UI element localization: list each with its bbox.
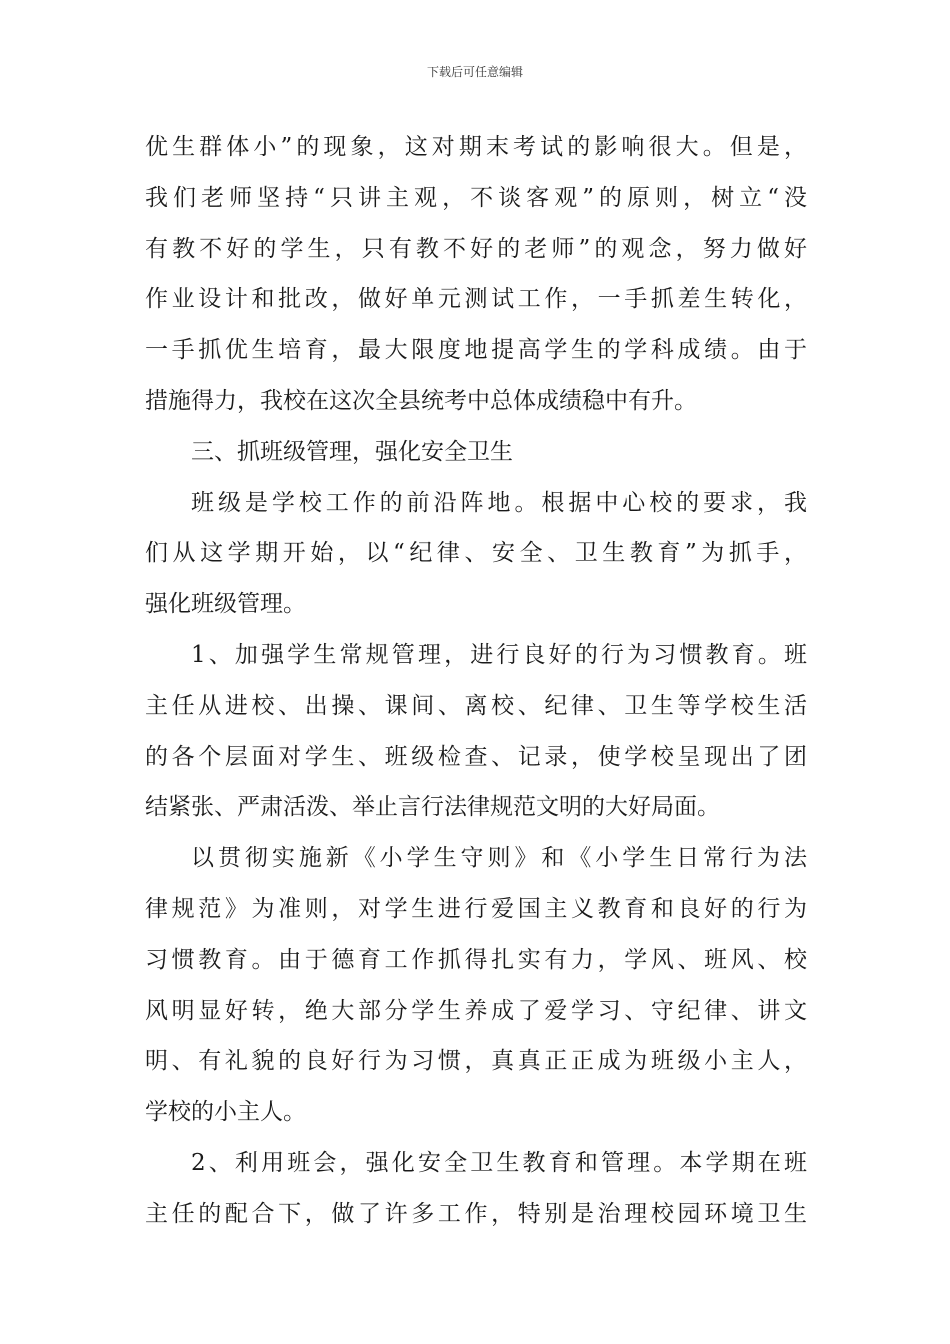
text-line: 的各个层面对学生、班级检查、记录，使学校呈现出了团 bbox=[145, 743, 807, 770]
text-line: 主任的配合下，做了许多工作，特别是治理校园环境卫生 bbox=[145, 1200, 807, 1227]
page-header-note: 下载后可任意编辑 bbox=[426, 65, 523, 79]
text-line: 主任从进校、出操、课间、离校、纪律、卫生等学校生活 bbox=[145, 692, 807, 719]
text-line: 强化班级管理。 bbox=[145, 591, 306, 618]
text-line: 习惯教育。由于德育工作抓得扎实有力，学风、班风、校 bbox=[145, 946, 807, 973]
text-line: 律规范》为准则，对学生进行爱国主义教育和良好的行为 bbox=[145, 895, 807, 922]
document-body bbox=[145, 122, 807, 1240]
text-line: 学校的小主人。 bbox=[145, 1099, 306, 1126]
text-line: 我们老师坚持“只讲主观，不谈客观”的原则，树立“没 bbox=[145, 184, 807, 211]
text-line: 优生群体小”的现象，这对期末考试的影响很大。但是， bbox=[145, 134, 807, 160]
text-line: 2、利用班会，强化安全卫生教育和管理。本学期在班 bbox=[191, 1149, 807, 1176]
text-line: 班级是学校工作的前沿阵地。根据中心校的要求，我 bbox=[191, 489, 807, 516]
text-line: 们从这学期开始，以“纪律、安全、卫生教育”为抓手， bbox=[145, 540, 807, 567]
text-line: 作业设计和批改，做好单元测试工作，一手抓差生转化， bbox=[145, 286, 807, 313]
section-heading: 三、抓班级管理，强化安全卫生 bbox=[191, 438, 513, 465]
text-line: 有教不好的学生，只有教不好的老师”的观念，努力做好 bbox=[145, 235, 807, 262]
text-line: 一手抓优生培育，最大限度地提高学生的学科成绩。由于 bbox=[145, 337, 807, 364]
text-line: 以贯彻实施新《小学生守则》和《小学生日常行为法 bbox=[191, 845, 807, 872]
text-line: 结紧张、严肃活泼、举止言行法律规范文明的大好局面。 bbox=[145, 794, 720, 821]
text-line: 1、加强学生常规管理，进行良好的行为习惯教育。班 bbox=[191, 641, 807, 668]
text-line: 措施得力，我校在这次全县统考中总体成绩稳中有升。 bbox=[145, 387, 697, 414]
text-line: 明、有礼貌的良好行为习惯，真真正正成为班级小主人， bbox=[145, 1048, 807, 1075]
text-line: 风明显好转，绝大部分学生养成了爱学习、守纪律、讲文 bbox=[145, 997, 807, 1024]
